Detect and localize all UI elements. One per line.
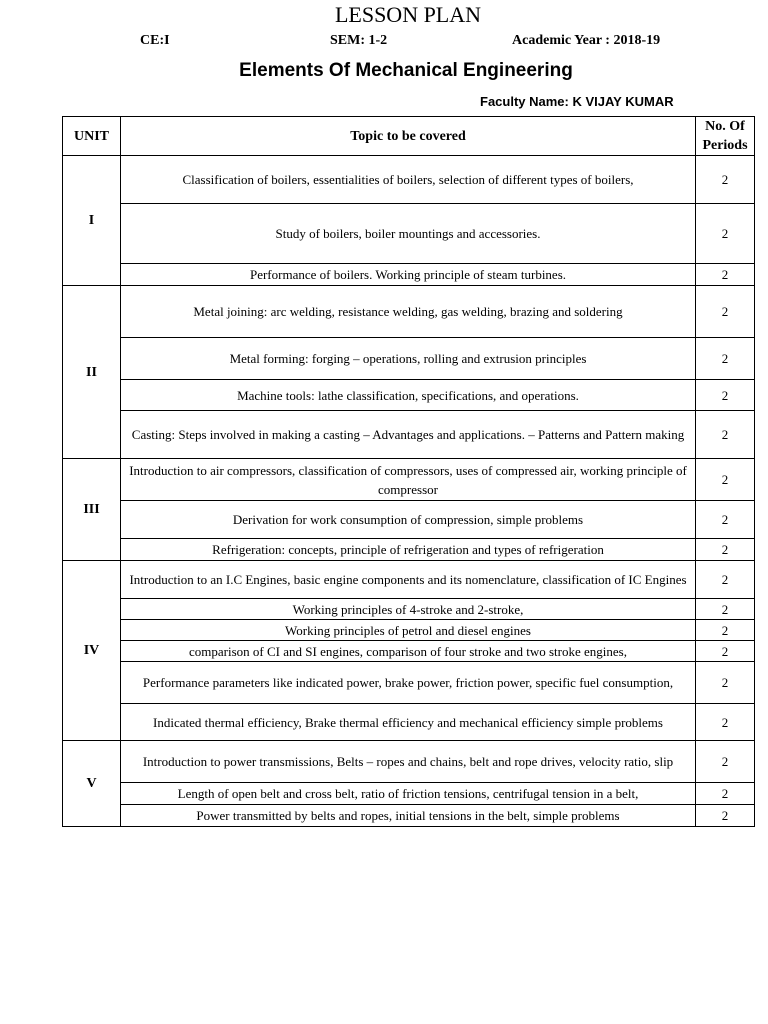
header-periods: No. Of Periods (696, 117, 755, 156)
academic-year: Academic Year : 2018-19 (512, 33, 661, 48)
topic-cell: Refrigeration: concepts, principle of refrigeration and types of refrigeration (121, 539, 696, 561)
topic-cell: Metal joining: arc welding, resistance welding, gas welding, brazing and soldering (121, 286, 696, 338)
topic-cell: Introduction to air compressors, classification of compressors, uses of compressed air, working principle of compressor (121, 459, 696, 501)
periods-cell: 2 (696, 539, 755, 561)
header-topic: Topic to be covered (121, 117, 696, 156)
topic-cell: Classification of boilers, essentialities of boilers, selection of different types of boilers, (121, 156, 696, 204)
header-unit: UNIT (63, 117, 121, 156)
periods-cell: 2 (696, 411, 755, 459)
periods-cell: 2 (696, 783, 755, 805)
topic-cell: Performance parameters like indicated power, brake power, friction power, specific fuel consumption, (121, 662, 696, 704)
unit-cell: III (63, 459, 121, 561)
table-row (63, 411, 755, 459)
table-row (63, 561, 755, 599)
table-row (63, 539, 755, 561)
topic-cell: Indicated thermal efficiency, Brake thermal efficiency and mechanical efficiency simple problems (121, 704, 696, 741)
periods-cell: 2 (696, 561, 755, 599)
topic-cell: Power transmitted by belts and ropes, initial tensions in the belt, simple problems (121, 805, 696, 827)
periods-cell: 2 (696, 380, 755, 411)
table-row (63, 380, 755, 411)
periods-cell: 2 (696, 501, 755, 539)
table-row (63, 662, 755, 704)
periods-cell: 2 (696, 641, 755, 662)
table-header-row (63, 117, 755, 156)
lesson-plan-table (62, 116, 755, 827)
periods-cell: 2 (696, 204, 755, 264)
table-row (63, 783, 755, 805)
semester: SEM: 1-2 (330, 33, 388, 48)
periods-cell: 2 (696, 156, 755, 204)
periods-cell: 2 (696, 338, 755, 380)
table-row (63, 620, 755, 641)
unit-cell: V (63, 741, 121, 827)
topic-cell: comparison of CI and SI engines, comparison of four stroke and two stroke engines, (121, 641, 696, 662)
periods-cell: 2 (696, 286, 755, 338)
periods-cell: 2 (696, 662, 755, 704)
topic-cell: Working principles of 4-stroke and 2-stroke, (121, 599, 696, 620)
periods-cell: 2 (696, 704, 755, 741)
topic-cell: Performance of boilers. Working principle of steam turbines. (121, 264, 696, 286)
topic-cell: Derivation for work consumption of compression, simple problems (121, 501, 696, 539)
document-title: LESSON PLAN (334, 2, 482, 27)
topic-cell: Introduction to power transmissions, Belts – ropes and chains, belt and rope drives, velocity ratio, slip (121, 741, 696, 783)
table-row (63, 156, 755, 204)
subject-title: Elements Of Mechanical Engineering (239, 60, 573, 81)
topic-cell: Working principles of petrol and diesel engines (121, 620, 696, 641)
course-code: CE:I (140, 33, 170, 48)
periods-cell: 2 (696, 805, 755, 827)
table-row (63, 805, 755, 827)
periods-cell: 2 (696, 599, 755, 620)
periods-cell: 2 (696, 264, 755, 286)
table-row (63, 599, 755, 620)
table-row (63, 741, 755, 783)
periods-cell: 2 (696, 741, 755, 783)
topic-cell: Study of boilers, boiler mountings and accessories. (121, 204, 696, 264)
table-row (63, 204, 755, 264)
unit-cell: II (63, 286, 121, 459)
unit-cell: IV (63, 561, 121, 741)
table-row (63, 286, 755, 338)
table-row (63, 264, 755, 286)
topic-cell: Machine tools: lathe classification, specifications, and operations. (121, 380, 696, 411)
table-row (63, 704, 755, 741)
table-row (63, 338, 755, 380)
topic-cell: Metal forming: forging – operations, rolling and extrusion principles (121, 338, 696, 380)
periods-cell: 2 (696, 459, 755, 501)
topic-cell: Casting: Steps involved in making a casting – Advantages and applications. – Patterns and Pattern making (121, 411, 696, 459)
unit-cell: I (63, 156, 121, 286)
table-row (63, 641, 755, 662)
topic-cell: Length of open belt and cross belt, ratio of friction tensions, centrifugal tension in a belt, (121, 783, 696, 805)
table-body (63, 156, 755, 827)
topic-cell: Introduction to an I.C Engines, basic engine components and its nomenclature, classification of IC Engines (121, 561, 696, 599)
table-row (63, 501, 755, 539)
periods-cell: 2 (696, 620, 755, 641)
table-row (63, 459, 755, 501)
faculty-name: Faculty Name: K VIJAY KUMAR (480, 94, 674, 109)
